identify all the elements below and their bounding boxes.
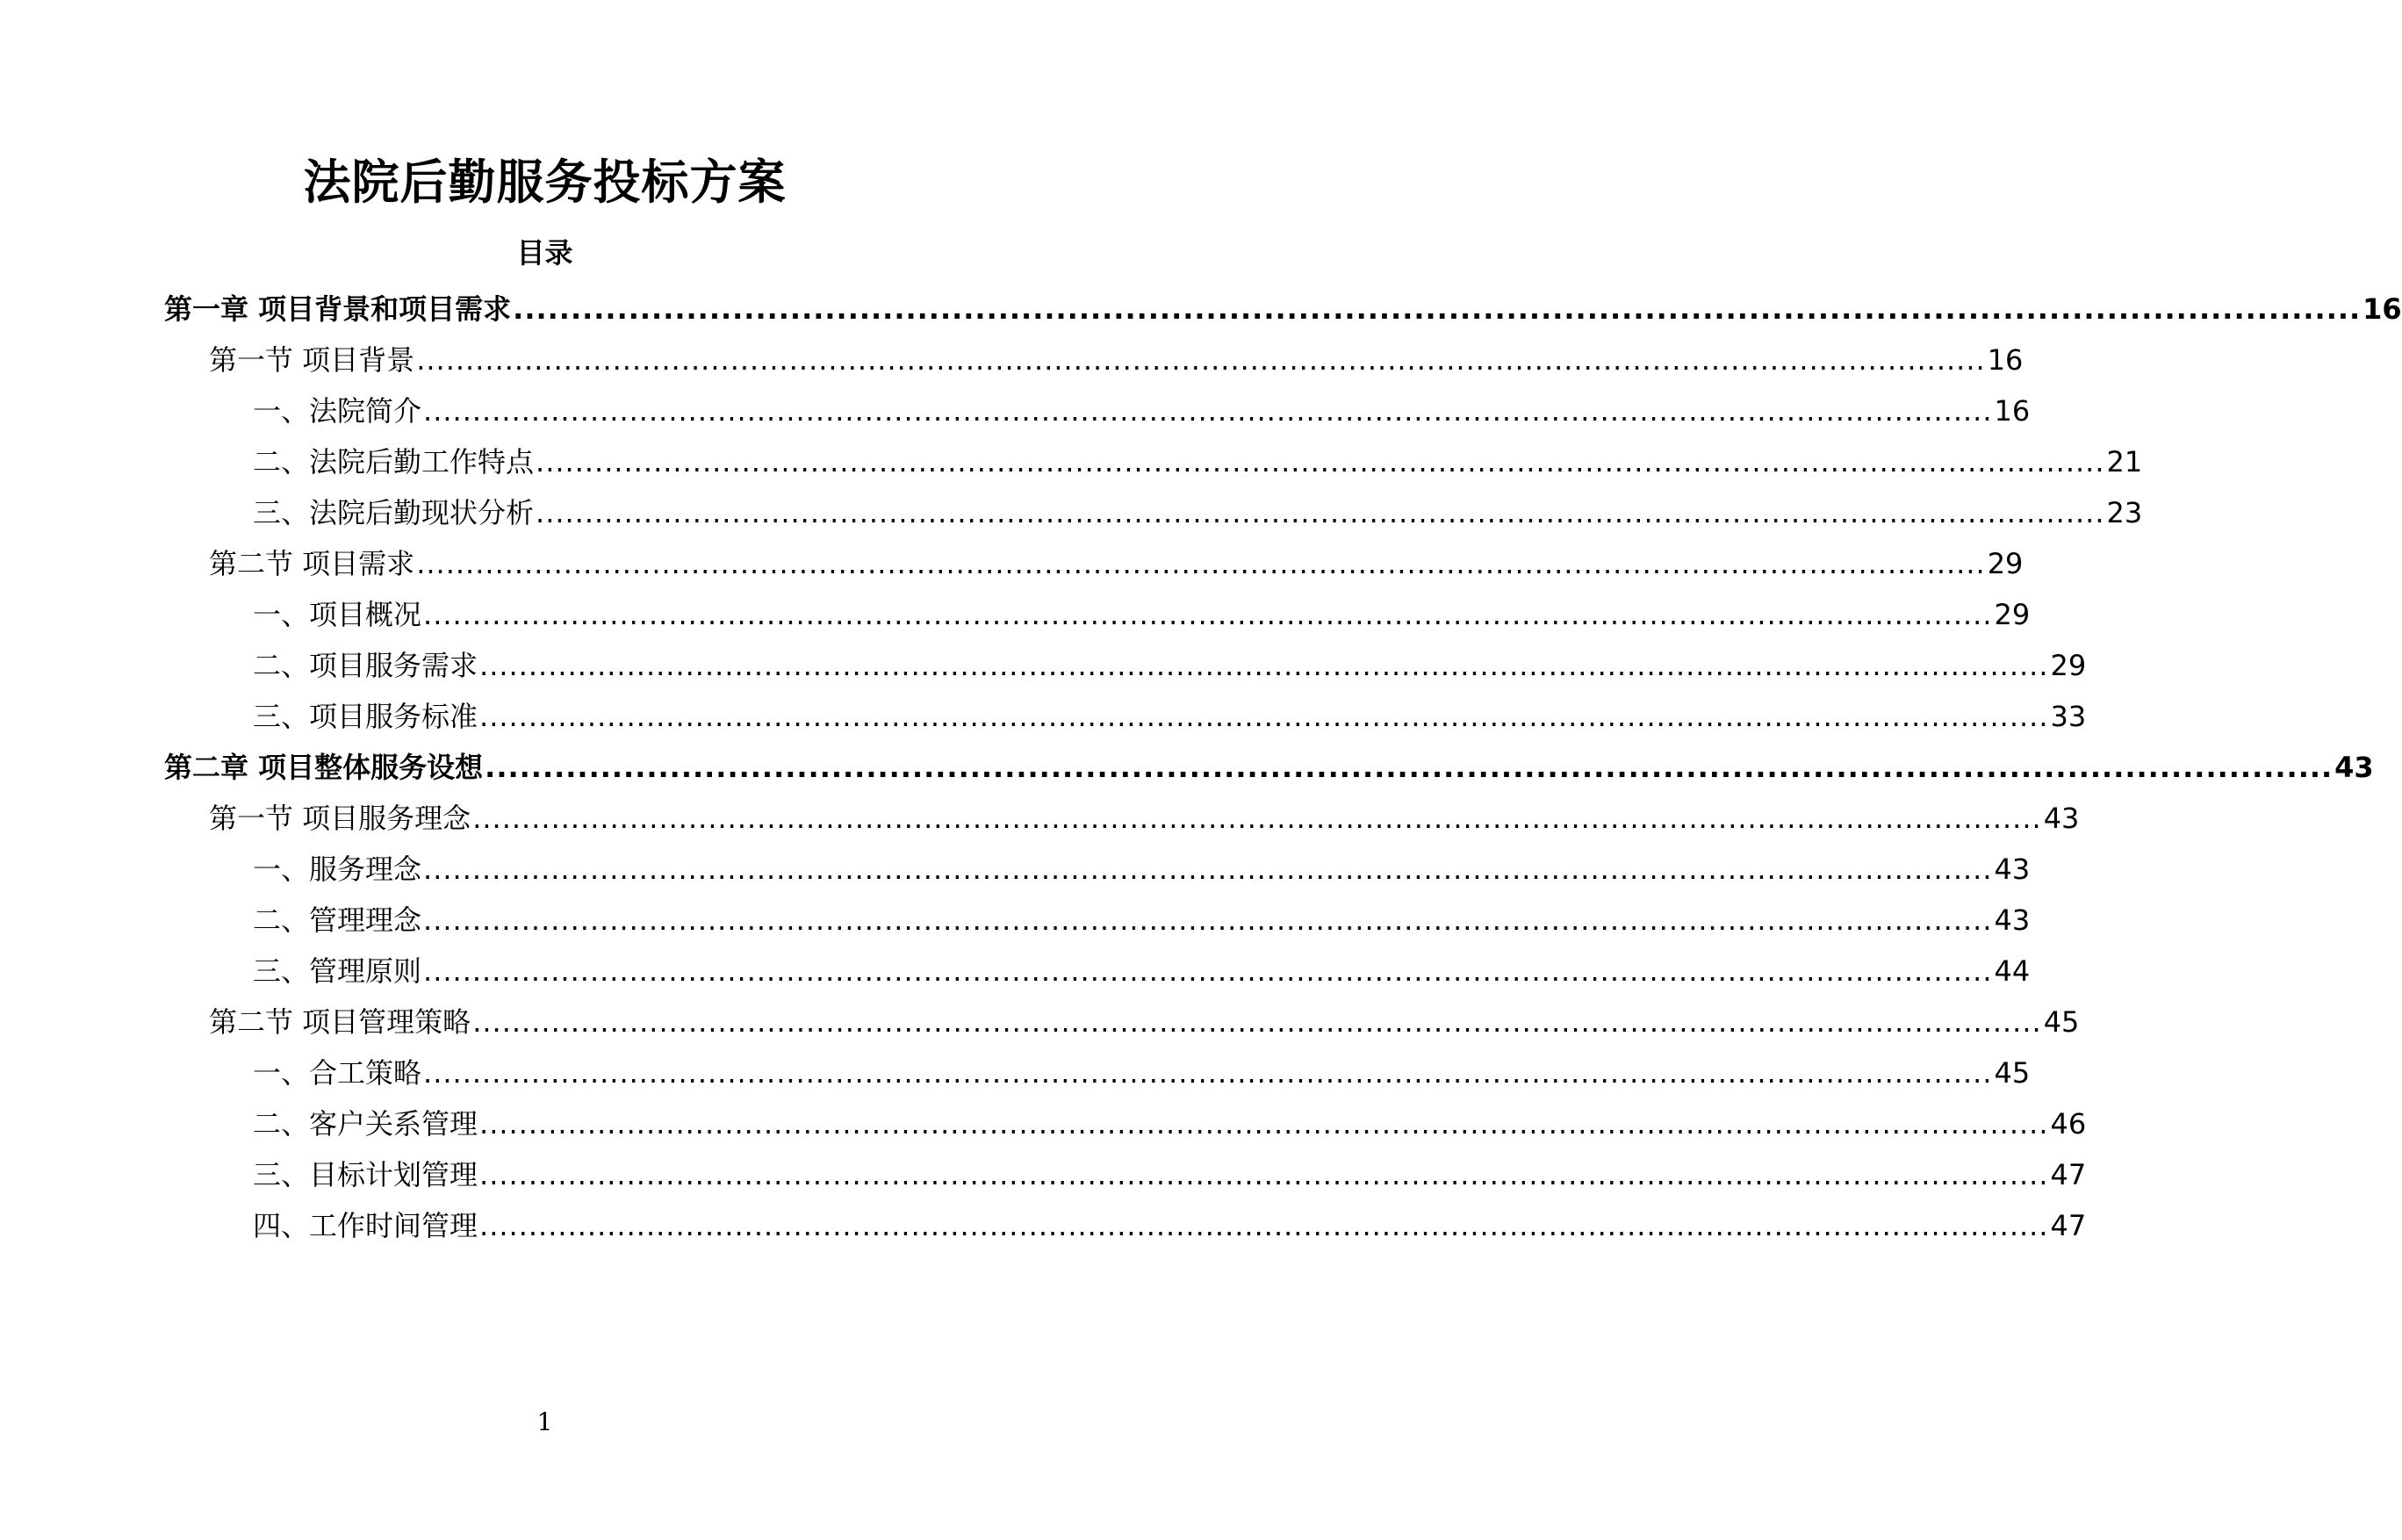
toc-entry-label: 第一节 项目服务理念 bbox=[209, 802, 471, 835]
toc-entry-page: 29 bbox=[1987, 547, 2024, 580]
toc-leader-dots: ................................................................................................................................................................ bbox=[416, 343, 1986, 377]
toc-leader-dots: ................................................................................................................................................................ bbox=[479, 1158, 2049, 1191]
toc-entry-label: 三、法院后勤现状分析 bbox=[253, 496, 535, 529]
toc-leader-dots: ................................................................................................................................................................ bbox=[423, 394, 1993, 428]
toc-entry-label: 第二章 项目整体服务设想 bbox=[164, 751, 484, 784]
toc-entry[interactable] bbox=[164, 286, 2402, 332]
toc-entry-label: 三、管理原则 bbox=[253, 954, 422, 988]
toc-entry-page: 33 bbox=[2050, 700, 2087, 733]
toc-leader-dots: ................................................................................................................................................................ bbox=[479, 1209, 2049, 1242]
toc-entry-label: 第二节 项目管理策略 bbox=[209, 1005, 471, 1039]
toc-entry[interactable] bbox=[253, 592, 2031, 637]
toc-entry-label: 三、项目服务标准 bbox=[253, 700, 478, 733]
page-number: 1 bbox=[536, 1407, 553, 1436]
toc-entry-label: 第二节 项目需求 bbox=[209, 547, 415, 580]
toc-entry-page: 43 bbox=[2334, 751, 2374, 784]
toc-leader-dots: ................................................................................................................................................................ bbox=[479, 700, 2049, 733]
toc-entry-page: 43 bbox=[1994, 853, 2031, 886]
toc-entry-page: 47 bbox=[2050, 1158, 2087, 1191]
toc-entry-page: 16 bbox=[2362, 292, 2402, 326]
toc-entry-page: 29 bbox=[1994, 598, 2031, 631]
toc-leader-dots: ................................................................................................................................................................ bbox=[423, 954, 1993, 988]
toc-entry-page: 46 bbox=[2050, 1107, 2087, 1141]
toc-entry-page: 43 bbox=[1994, 903, 2031, 937]
toc-leader-dots: ................................................................................................................................................................ bbox=[479, 649, 2049, 682]
toc-leader-dots: ................................................................................................................................................................ bbox=[479, 1107, 2049, 1141]
toc-entry-page: 45 bbox=[1994, 1056, 2031, 1090]
toc-entry[interactable] bbox=[253, 1101, 2087, 1147]
toc-entry-page: 43 bbox=[2043, 802, 2080, 835]
toc-leader-dots: ................................................................................................................................................................ bbox=[513, 292, 2362, 326]
toc-entry-page: 47 bbox=[2050, 1209, 2087, 1242]
toc-leader-dots: ................................................................................................................................................................ bbox=[423, 903, 1993, 937]
toc-leader-dots: ................................................................................................................................................................ bbox=[423, 598, 1993, 631]
toc-entry-label: 二、法院后勤工作特点 bbox=[253, 445, 535, 479]
toc-entry-page: 29 bbox=[2050, 649, 2087, 682]
toc-entry-label: 一、法院简介 bbox=[253, 394, 422, 428]
toc-entry[interactable] bbox=[209, 337, 2024, 383]
toc-entry[interactable] bbox=[253, 897, 2031, 943]
toc-entry[interactable] bbox=[209, 541, 2024, 586]
toc-leader-dots: ................................................................................................................................................................ bbox=[416, 547, 1986, 580]
toc-leader-dots: ................................................................................................................................................................ bbox=[423, 853, 1993, 886]
toc-entry[interactable] bbox=[253, 694, 2087, 739]
toc-entry[interactable] bbox=[253, 643, 2087, 688]
toc-leader-dots: ................................................................................................................................................................ bbox=[423, 1056, 1993, 1090]
toc-entry[interactable] bbox=[253, 388, 2031, 434]
toc-entry-label: 第一章 项目背景和项目需求 bbox=[164, 292, 512, 326]
toc-leader-dots: ................................................................................................................................................................ bbox=[536, 445, 2105, 479]
toc-leader-dots: ................................................................................................................................................................ bbox=[536, 496, 2105, 529]
toc-heading: 目录 bbox=[516, 236, 573, 270]
toc-entry-page: 44 bbox=[1994, 954, 2031, 988]
toc-entry-label: 第一节 项目背景 bbox=[209, 343, 415, 377]
toc-entry-label: 三、目标计划管理 bbox=[253, 1158, 478, 1191]
toc-entry-page: 45 bbox=[2043, 1005, 2080, 1039]
toc-entry[interactable] bbox=[209, 795, 2080, 841]
toc-entry-page: 16 bbox=[1987, 343, 2024, 377]
toc-entry[interactable] bbox=[253, 846, 2031, 892]
toc-entry-label: 二、管理理念 bbox=[253, 903, 422, 937]
toc-entry[interactable] bbox=[253, 1203, 2087, 1249]
toc-leader-dots: ................................................................................................................................................................ bbox=[472, 802, 2042, 835]
toc-entry-label: 一、项目概况 bbox=[253, 598, 422, 631]
toc-entry-page: 21 bbox=[2106, 445, 2143, 479]
toc-entry[interactable] bbox=[253, 1152, 2087, 1198]
toc-entry[interactable] bbox=[253, 490, 2143, 536]
toc-entry-label: 二、客户关系管理 bbox=[253, 1107, 478, 1141]
toc-entry-label: 二、项目服务需求 bbox=[253, 649, 478, 682]
toc-entry-label: 四、工作时间管理 bbox=[253, 1209, 478, 1242]
toc-entry[interactable] bbox=[253, 1050, 2031, 1096]
toc-entry[interactable] bbox=[209, 999, 2080, 1045]
document-title: 法院后勤服务投标方案 bbox=[303, 155, 787, 210]
toc-entry[interactable] bbox=[253, 439, 2143, 485]
toc-entry[interactable] bbox=[164, 745, 2374, 790]
toc-entry[interactable] bbox=[253, 948, 2031, 994]
toc-leader-dots: ................................................................................................................................................................ bbox=[485, 751, 2334, 784]
toc-leader-dots: ................................................................................................................................................................ bbox=[472, 1005, 2042, 1039]
toc-entry-page: 16 bbox=[1994, 394, 2031, 428]
toc-entry-page: 23 bbox=[2106, 496, 2143, 529]
toc-entry-label: 一、合工策略 bbox=[253, 1056, 422, 1090]
toc-entry-label: 一、服务理念 bbox=[253, 853, 422, 886]
